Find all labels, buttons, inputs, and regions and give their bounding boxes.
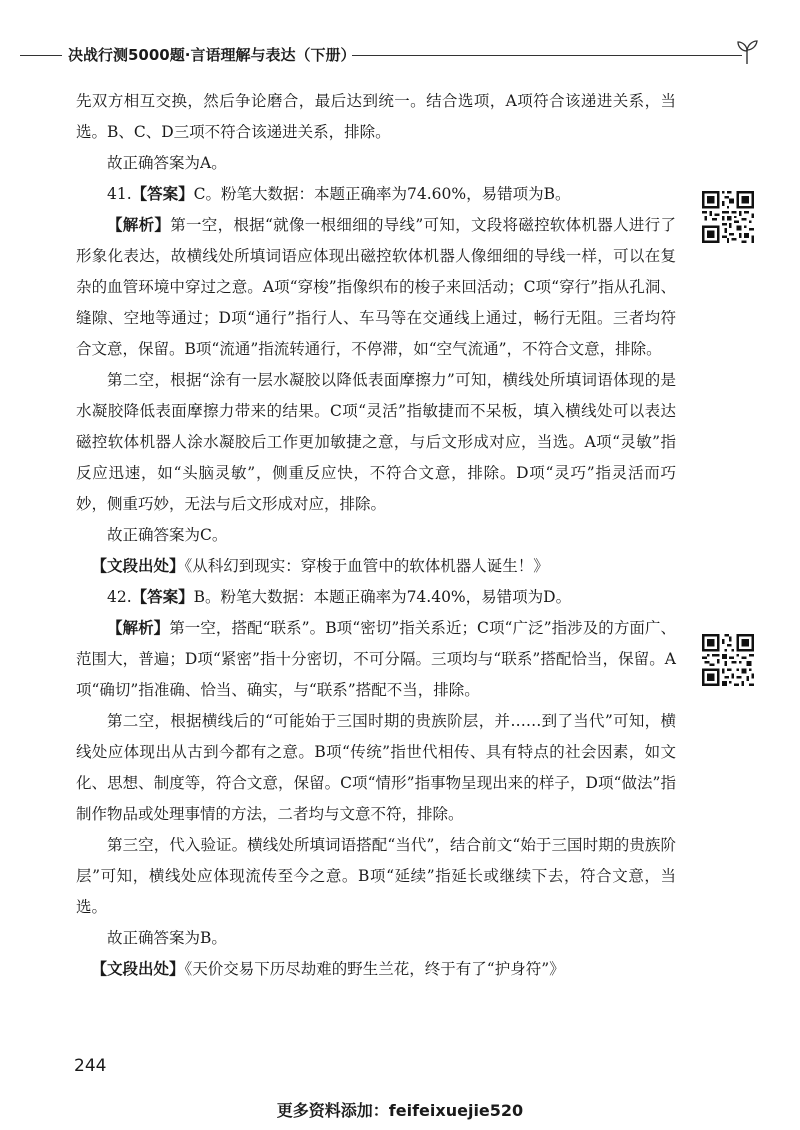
qr-code-icon[interactable] [702,634,754,686]
question-42-source: 【文段出处】《天价交易下历尽劫难的野生兰花，终于有了“护身符”》 [91,960,565,978]
footer-note: 更多资料添加：feifeixuejie520 [276,1101,524,1120]
question-42-analysis-2: 第二空，根据横线后的“可能始于三国时期的贵族阶层，并……到了当代”可知，横线处应体现出从古到今都有之意。B项“传统”指世代相传、具有特点的社会因素，如文化、思想、制度等，符合文意，保留。C项“情形”指事物呈现出来的样子，D项“做法”指制作物品或处理事情的方法，二者均与文意不符，排除。 [76,712,676,823]
page-number: 244 [74,1056,107,1076]
section-tag: 【解析】 [107,216,171,234]
sprout-icon [732,38,762,66]
header-rule-right [352,55,742,56]
section-tag: 【答案】 [131,185,194,203]
question-41-analysis-2: 第二空，根据“涂有一层水凝胶以降低表面摩擦力”可知，横线处所填词语体现的是水凝胶降低表面摩擦力带来的结果。C项“灵活”指敏捷而不呆板，填入横线处可以表达磁控软体机器人涂水凝胶后工作更加敏捷之意，与后文形成对应，当选。A项“灵敏”指反应迅速，如“头脑灵敏”，侧重反应快，不符合文意，排除。D项“灵巧”指灵活而巧妙，侧重巧妙，无法与后文形成对应，排除。 [76,371,676,513]
page-body [76,86,676,985]
answer-line: 故正确答案为B。 [107,929,227,947]
question-42-answer: 42.【答案】B。粉笔大数据：本题正确率为74.40%，易错项为D。 [107,588,572,606]
qr-code-icon[interactable] [702,191,754,243]
running-header [20,40,760,64]
section-tag: 【文段出处】 [91,960,185,978]
header-rule-left [20,55,62,56]
paragraph: 先双方相互交换，然后争论磨合，最后达到统一。结合选项，A项符合该递进关系，当选。B、C、D三项不符合该递进关系，排除。 [76,92,676,141]
header-title: 决战行测5000题·言语理解与表达（下册） [68,46,356,64]
answer-line: 故正确答案为C。 [107,526,228,544]
question-41-analysis-1: 【解析】第一空，根据“就像一根细细的导线”可知，文段将磁控软体机器人进行了形象化表达，故横线处所填词语应体现出磁控软体机器人像细细的导线一样，可以在复杂的血管环境中穿过之意。A项“穿梭”指像织布的梭子来回活动；C项“穿行”指从孔洞、缝隙、空地等通过；D项“通行”指行人、车马等在交通线上通过，畅行无阻。三者均符合文意，保留。B项“流通”指流转通行，不停滞，如“空气流通”，不符合文意，排除。 [76,216,676,358]
section-tag: 【答案】 [131,588,194,606]
answer-line: 故正确答案为A。 [107,154,227,172]
question-42-analysis-3: 第三空，代入验证。横线处所填词语搭配“当代”，结合前文“始于三国时期的贵族阶层”可知，横线处应体现流传至今之意。B项“延续”指延长或继续下去，符合文意，当选。 [76,836,676,916]
section-tag: 【文段出处】 [91,557,185,575]
question-41-answer: 41.【答案】C。粉笔大数据：本题正确率为74.60%，易错项为B。 [107,185,571,203]
section-tag: 【解析】 [107,619,170,637]
question-41-source: 【文段出处】《从科幻到现实：穿梭于血管中的软体机器人诞生！》 [91,557,549,575]
question-42-analysis-1: 【解析】第一空，搭配“联系”。B项“密切”指关系近；C项“广泛”指涉及的方面广、范围大，普遍；D项“紧密”指十分密切，不可分隔。三项均与“联系”搭配恰当，保留。A项“确切”指准确、恰当、确实，与“联系”搭配不当，排除。 [76,619,676,699]
